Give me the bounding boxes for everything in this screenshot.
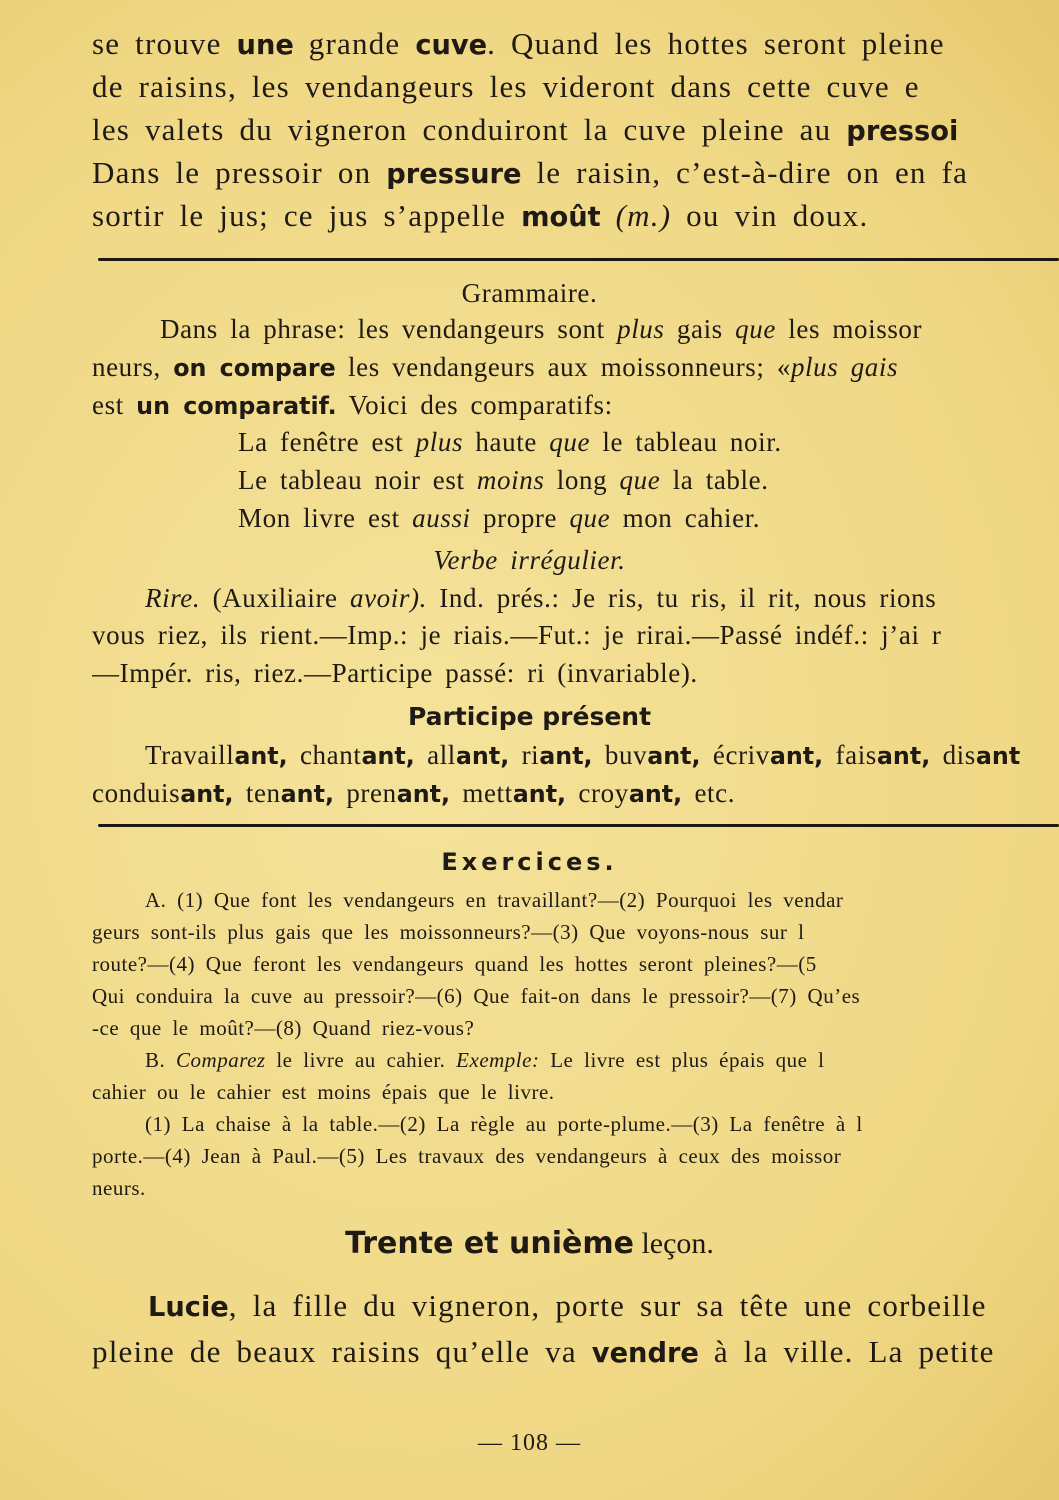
- intro-line-1: se trouve une grande cuve. Quand les hottes seront pleine: [92, 26, 945, 61]
- grammar-line-1: Dans la phrase: les vendangeurs sont plus gais que les moissor: [160, 314, 923, 344]
- exercise-a-line-3: route?—(4) Que feront les vendangeurs quand les hottes seront pleines?—(5: [92, 952, 817, 976]
- participle-title: Participe présent: [407, 702, 652, 731]
- exercise-a-line-1: A. (1) Que font les vendangeurs en travaillant?—(2) Pourquoi les vendar: [145, 888, 844, 912]
- exercise-a-line-4: Qui conduira la cuve au pressoir?—(6) Que fait-on dans le pressoir?—(7) Qu’es: [92, 984, 861, 1008]
- comparative-example-1: La fenêtre est plus haute que le tableau noir.: [238, 427, 782, 457]
- exercise-b-line-5: neurs.: [92, 1176, 146, 1200]
- verb-line-3: —Impér. ris, riez.—Participe passé: ri (invariable).: [92, 658, 698, 688]
- participle-line-1: Travaillant, chantant, allant, riant, buvant, écrivant, faisant, disant: [145, 740, 1021, 770]
- exercise-b-line-2: cahier ou le cahier est moins épais que le livre.: [92, 1080, 555, 1104]
- divider-rule: [98, 824, 1059, 827]
- exercise-b-line-4: porte.—(4) Jean à Paul.—(5) Les travaux des vendangeurs à ceux des moissor: [92, 1144, 842, 1168]
- verb-line-1: Rire. (Auxiliaire avoir). Ind. prés.: Je ris, tu ris, il rit, nous rions: [145, 583, 937, 613]
- divider-rule: [98, 258, 1059, 261]
- exercise-a-line-2: geurs sont-ils plus gais que les moissonneurs?—(3) Que voyons-nous sur l: [92, 920, 805, 944]
- exercises-title: Exercices.: [441, 848, 618, 876]
- comparative-example-2: Le tableau noir est moins long que la table.: [238, 465, 769, 495]
- lesson-title: Trente et unième leçon.: [345, 1226, 714, 1261]
- participle-line-2: conduisant, tenant, prenant, mettant, croyant, etc.: [92, 778, 736, 808]
- exercise-b-line-1: B. Comparez le livre au cahier. Exemple: Le livre est plus épais que l: [145, 1048, 825, 1072]
- comparative-example-3: Mon livre est aussi propre que mon cahier.: [238, 503, 761, 533]
- grammar-line-3: est un comparatif. Voici des comparatifs:: [92, 390, 613, 420]
- verb-line-2: vous riez, ils rient.—Imp.: je riais.—Fut.: je rirai.—Passé indéf.: j’ai r: [92, 620, 942, 650]
- intro-line-3: les valets du vigneron conduiront la cuve pleine au pressoi: [92, 112, 959, 147]
- verb-title: Verbe irrégulier.: [433, 545, 626, 575]
- exercise-b-line-3: (1) La chaise à la table.—(2) La règle au porte-plume.—(3) La fenêtre à l: [145, 1112, 863, 1136]
- grammar-line-2: neurs, on compare les vendangeurs aux moissonneurs; «plus gais: [92, 352, 899, 382]
- grammar-title: Grammaire.: [461, 278, 598, 308]
- intro-line-4: Dans le pressoir on pressure le raisin, c’est-à-dire on en fa: [92, 155, 969, 190]
- lesson-line-1: Lucie, la fille du vigneron, porte sur sa tête une corbeille: [148, 1288, 987, 1323]
- intro-line-2: de raisins, les vendangeurs les videront dans cette cuve e: [92, 69, 920, 104]
- intro-line-5: sortir le jus; ce jus s’appelle moût (m.) ou vin doux.: [92, 198, 869, 233]
- exercise-a-line-5: -ce que le moût?—(8) Quand riez-vous?: [92, 1016, 475, 1040]
- lesson-line-2: pleine de beaux raisins qu’elle va vendre à la ville. La petite: [92, 1334, 995, 1369]
- page-number: — 108 —: [478, 1430, 581, 1456]
